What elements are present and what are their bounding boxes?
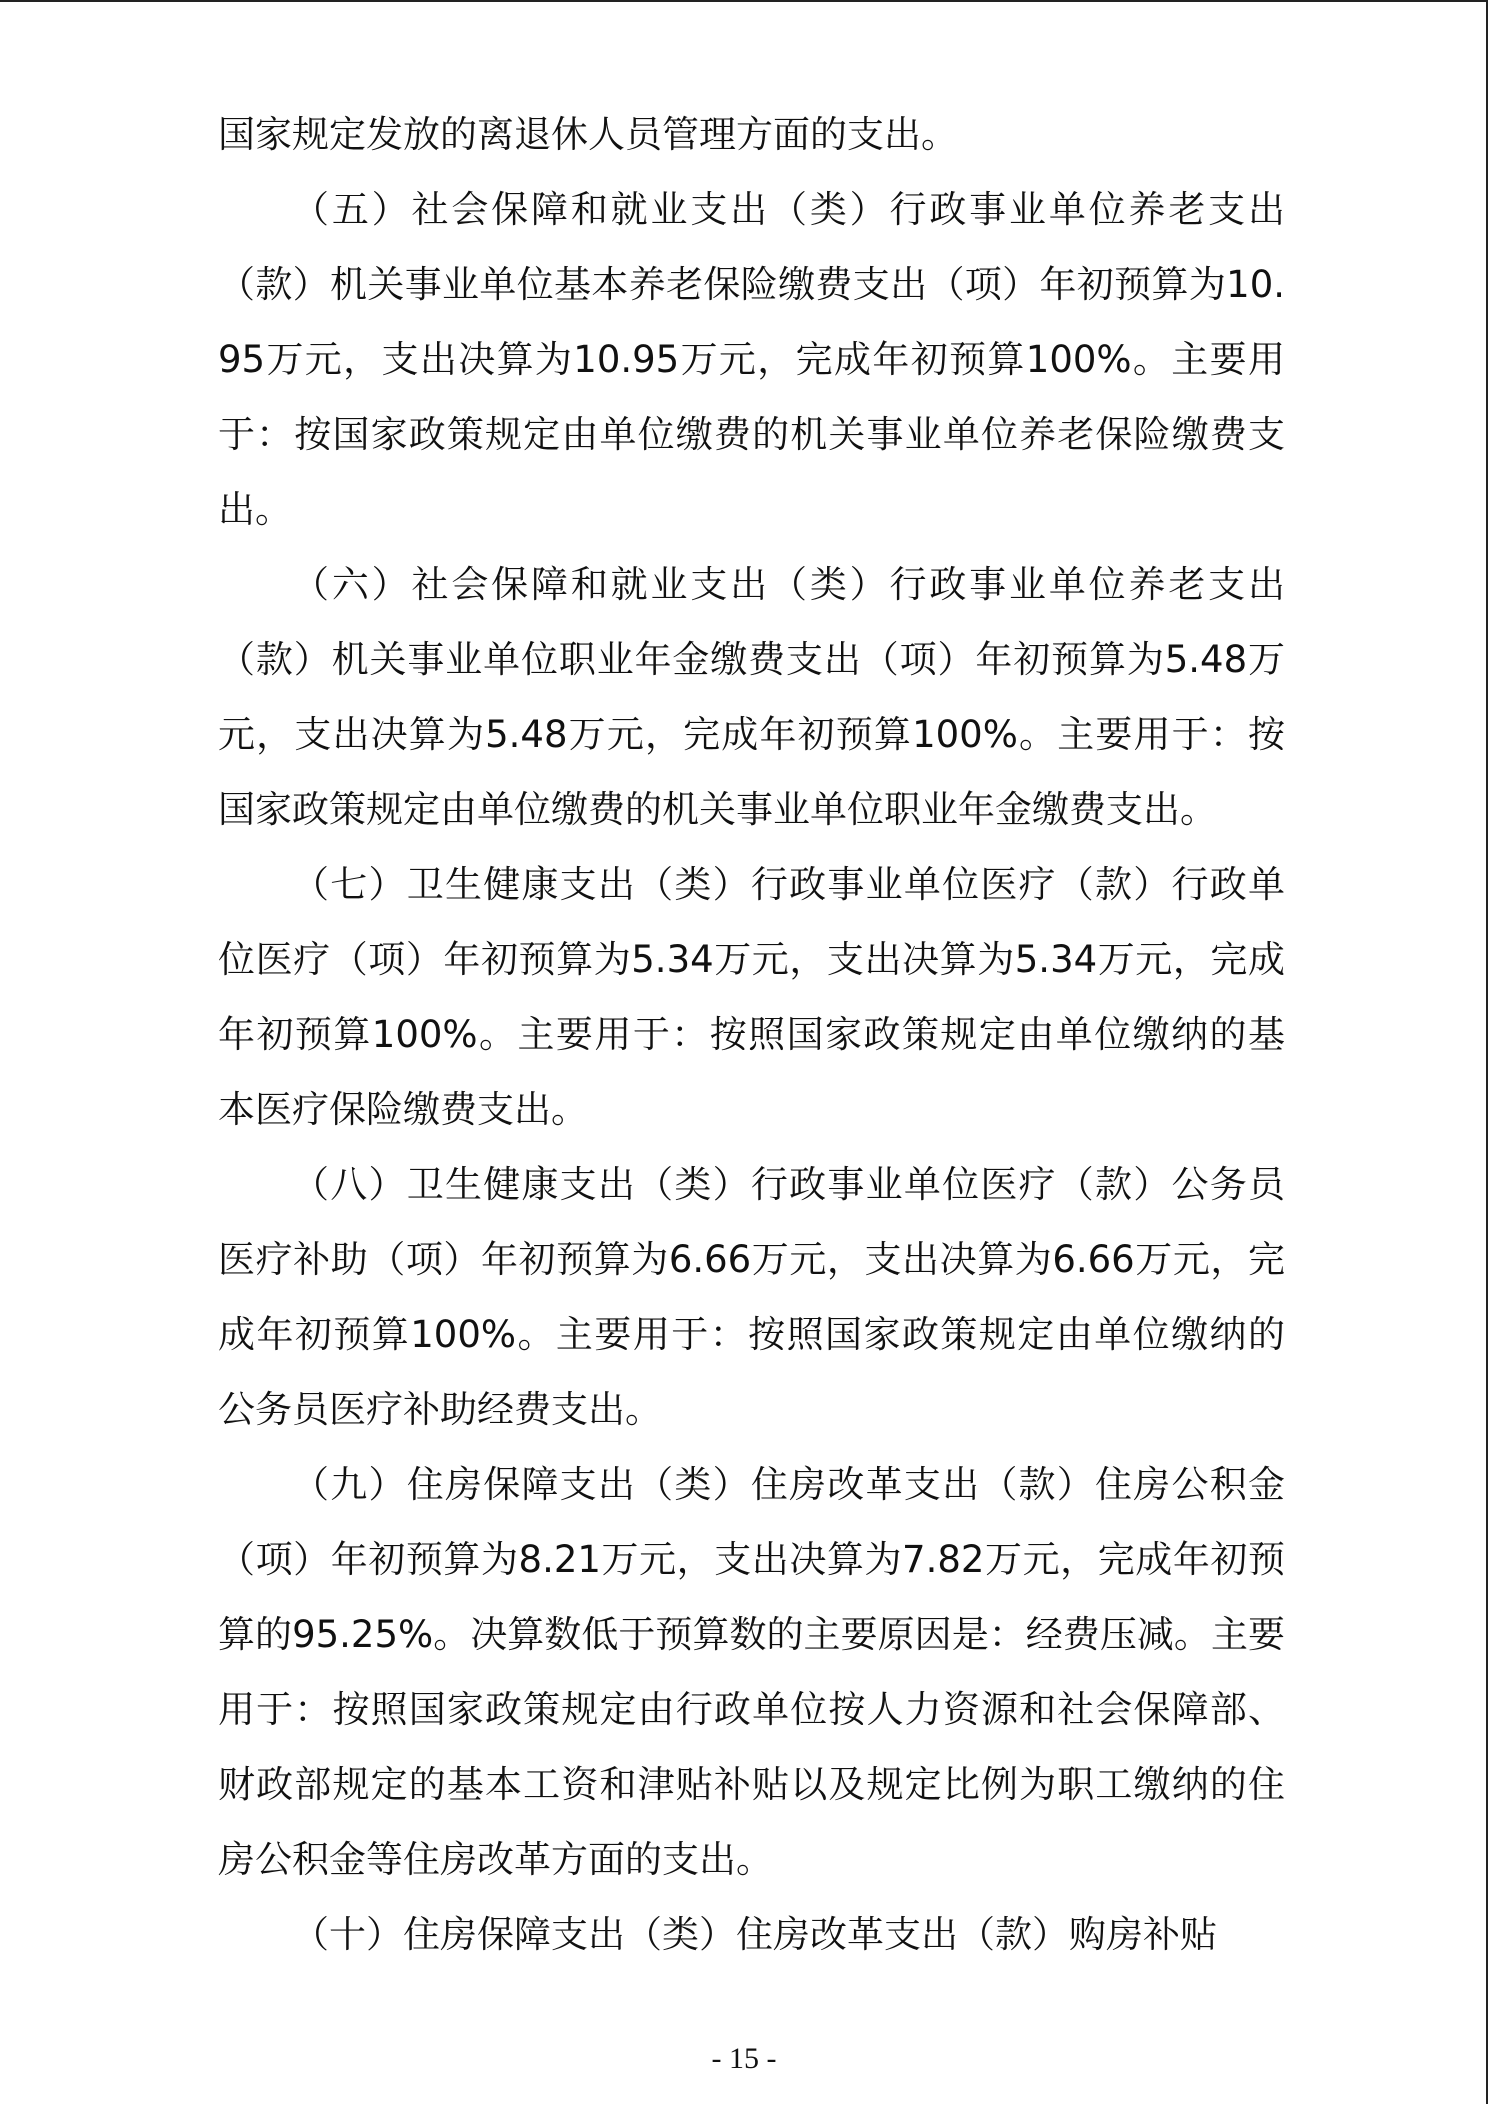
paragraph-item-7-administrative-medical: （七）卫生健康支出（类）行政事业单位医疗（款）行政单位医疗（项）年初预算为5.34万元，支出决算为5.34万元，完成年初预算100%。主要用于：按照国家政策规定由单位缴纳的基本医疗保险缴费支出。 (218, 863, 1285, 1131)
page-top-border (0, 0, 1488, 2)
page-number: - 15 - (711, 2042, 777, 2075)
paragraph-item-10-housing-purchase-subsidy: （十）住房保障支出（类）住房改革支出（款）购房补贴 (292, 1913, 1217, 1956)
paragraph-item-6-occupational-annuity: （六）社会保障和就业支出（类）行政事业单位养老支出（款）机关事业单位职业年金缴费支出（项）年初预算为5.48万元，支出决算为5.48万元，完成年初预算100%。主要用于：按国家政策规定由单位缴费的机关事业单位职业年金缴费支出。 (218, 563, 1285, 831)
paragraph-retiree-expenditure-end: 国家规定发放的离退休人员管理方面的支出。 (218, 113, 958, 156)
paragraph-item-5-basic-pension: （五）社会保障和就业支出（类）行政事业单位养老支出（款）机关事业单位基本养老保险缴费支出（项）年初预算为10.95万元，支出决算为10.95万元，完成年初预算100%。主要用于：按国家政策规定由单位缴费的机关事业单位养老保险缴费支出。 (218, 188, 1285, 531)
document-body (218, 97, 1285, 1972)
paragraph-item-8-civil-servant-medical-subsidy: （八）卫生健康支出（类）行政事业单位医疗（款）公务员医疗补助（项）年初预算为6.66万元，支出决算为6.66万元，完成年初预算100%。主要用于：按照国家政策规定由单位缴纳的公务员医疗补助经费支出。 (218, 1163, 1285, 1431)
paragraph-item-9-housing-provident-fund: （九）住房保障支出（类）住房改革支出（款）住房公积金（项）年初预算为8.21万元，支出决算为7.82万元，完成年初预算的95.25%。决算数低于预算数的主要原因是：经费压减。主要用于：按照国家政策规定由行政单位按人力资源和社会保障部、财政部规定的基本工资和津贴补贴以及规定比例为职工缴纳的住房公积金等住房改革方面的支出。 (218, 1463, 1285, 1881)
